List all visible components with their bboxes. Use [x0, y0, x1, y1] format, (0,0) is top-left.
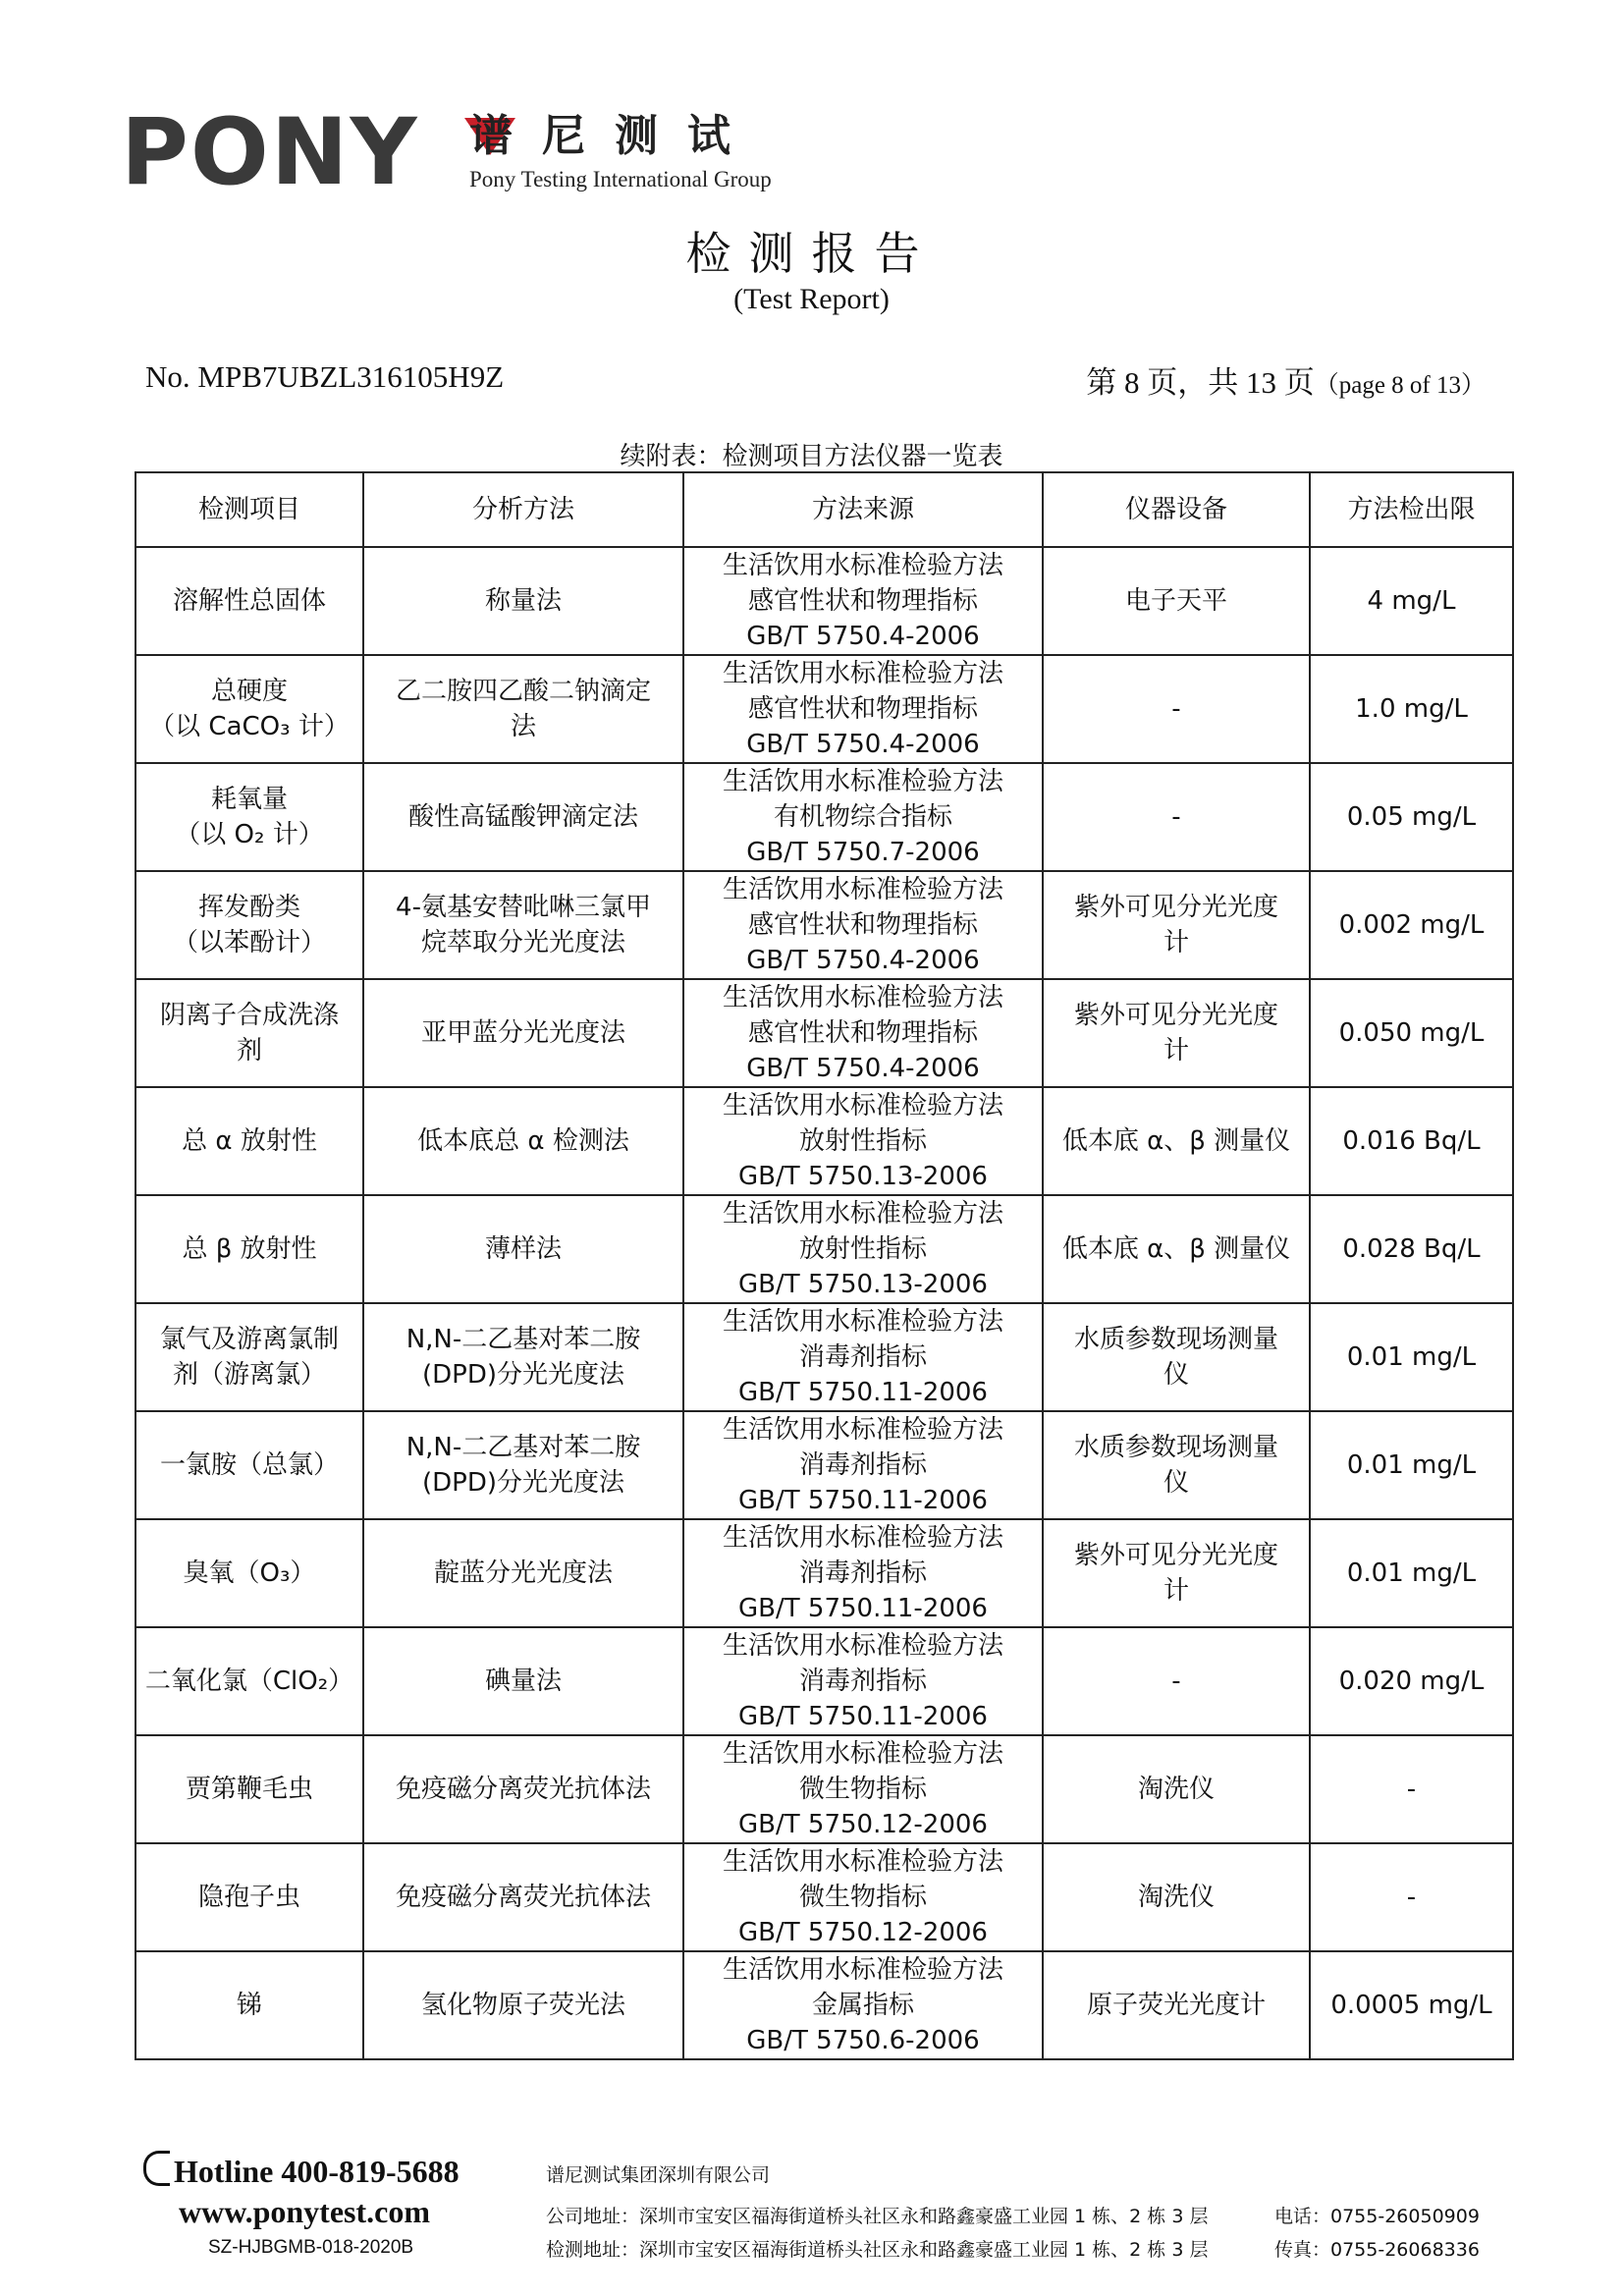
cell-detection-limit: 1.0 mg/L: [1310, 655, 1513, 763]
cell-test-item: [135, 1303, 363, 1411]
cell-analysis-method-line: 氢化物原子荧光法: [420, 1991, 625, 2020]
header-method-source: 方法来源: [683, 472, 1043, 547]
website: www.ponytest.com: [179, 2194, 430, 2229]
cell-analysis-method: [363, 1627, 683, 1735]
cell-method-source-line: GB/T 5750.12-2006: [738, 1918, 988, 1947]
cell-analysis-method-line: N,N-二乙基对苯二胺: [406, 1433, 641, 1462]
cell-method-source: [683, 979, 1043, 1087]
logo-english-name: Pony Testing International Group: [469, 167, 772, 191]
cell-test-item-line: 耗氧量: [210, 785, 288, 814]
cell-method-source-line: 生活饮用水标准检验方法: [722, 983, 1003, 1012]
cell-instrument: [1043, 1519, 1310, 1627]
cell-detection-limit: -: [1310, 1735, 1513, 1843]
report-subtitle: (Test Report): [733, 283, 890, 315]
cell-test-item-line: 一氯胺（总氯）: [159, 1450, 339, 1480]
cell-test-item-line: 锑: [236, 1991, 262, 2020]
cell-method-source-line: GB/T 5750.11-2006: [738, 1486, 988, 1515]
cell-method-source: [683, 1411, 1043, 1519]
cell-instrument: [1043, 871, 1310, 979]
cell-detection-limit: 0.050 mg/L: [1310, 979, 1513, 1087]
cell-test-item: [135, 1951, 363, 2059]
cell-analysis-method: [363, 1519, 683, 1627]
hotline-text: Hotline 400-819-5688: [174, 2154, 460, 2189]
table-row: [135, 979, 1513, 1087]
table-row: [135, 655, 1513, 763]
cell-instrument-line: 淘洗仪: [1137, 1775, 1215, 1804]
cell-detection-limit: 0.002 mg/L: [1310, 871, 1513, 979]
cell-method-source-line: 感官性状和物理指标: [747, 694, 978, 724]
table-row: [135, 1303, 1513, 1411]
cell-analysis-method-line: 称量法: [484, 586, 562, 616]
cell-instrument: [1043, 1195, 1310, 1303]
company-address: 公司地址：深圳市宝安区福海街道桥头社区永和路鑫豪盛工业园 1 栋、2 栋 3 层: [546, 2206, 1209, 2227]
cell-instrument: [1043, 1735, 1310, 1843]
cell-test-item-line: 贾第鞭毛虫: [185, 1775, 313, 1804]
cell-instrument-line: -: [1171, 694, 1181, 724]
cell-test-item-line: （以 CaCO₃ 计）: [149, 712, 350, 741]
table-row: [135, 1735, 1513, 1843]
cell-analysis-method-line: 亚甲蓝分光光度法: [420, 1018, 625, 1048]
cell-method-source: [683, 763, 1043, 871]
cell-method-source-line: 生活饮用水标准检验方法: [722, 551, 1003, 580]
cell-detection-limit: 0.05 mg/L: [1310, 763, 1513, 871]
cell-analysis-method-line: 法: [510, 712, 536, 741]
table-row: [135, 1627, 1513, 1735]
cell-test-item-line: 臭氧（O₃）: [183, 1558, 316, 1588]
cell-analysis-method-line: 靛蓝分光光度法: [433, 1558, 613, 1588]
cell-method-source-line: GB/T 5750.11-2006: [738, 1378, 988, 1407]
logo-wordmark: PONY: [121, 99, 419, 206]
cell-analysis-method-line: 酸性高锰酸钾滴定法: [407, 802, 638, 832]
cell-instrument-line: 原子荧光光度计: [1086, 1991, 1266, 2020]
cell-method-source-line: GB/T 5750.4-2006: [746, 1054, 980, 1083]
cell-instrument-line: 低本底 α、β 测量仪: [1061, 1234, 1291, 1264]
cell-method-source: [683, 547, 1043, 655]
cell-method-source-line: GB/T 5750.11-2006: [738, 1594, 988, 1623]
cell-test-item-line: （以 O₂ 计）: [175, 820, 324, 849]
cell-test-item-line: 总 β 放射性: [182, 1234, 317, 1264]
cell-method-source-line: GB/T 5750.4-2006: [746, 730, 980, 759]
table-row: [135, 1087, 1513, 1195]
cell-detection-limit: -: [1310, 1843, 1513, 1951]
table-row: [135, 1195, 1513, 1303]
cell-analysis-method: [363, 763, 683, 871]
cell-method-source-line: GB/T 5750.7-2006: [746, 838, 980, 867]
fax: 传真：0755-26068336: [1274, 2239, 1480, 2261]
cell-method-source: [683, 1735, 1043, 1843]
cell-instrument-line: -: [1171, 802, 1181, 832]
page-indicator: [1086, 357, 1486, 402]
cell-method-source-line: 放射性指标: [798, 1234, 927, 1264]
cell-instrument-line: 紫外可见分光光度: [1073, 1541, 1278, 1570]
cell-test-item: [135, 763, 363, 871]
cell-method-source-line: 生活饮用水标准检验方法: [722, 1739, 1003, 1769]
hotline: [143, 2151, 460, 2190]
table-row: [135, 547, 1513, 655]
cell-analysis-method: [363, 1951, 683, 2059]
cell-test-item-line: 隐孢子虫: [197, 1883, 300, 1912]
header-test-item: 检测项目: [135, 472, 363, 547]
cell-test-item-line: 二氧化氯（ClO₂）: [144, 1667, 354, 1696]
table-caption: 续附表：检测项目方法仪器一览表: [620, 442, 1003, 471]
cell-test-item-line: （以苯酚计）: [172, 928, 326, 957]
cell-method-source-line: 微生物指标: [798, 1775, 927, 1804]
cell-method-source-line: 感官性状和物理指标: [747, 910, 978, 940]
cell-analysis-method-line: 烷萃取分光光度法: [420, 928, 625, 957]
cell-method-source-line: 微生物指标: [798, 1883, 927, 1912]
cell-detection-limit: 0.028 Bq/L: [1310, 1195, 1513, 1303]
cell-detection-limit: 0.01 mg/L: [1310, 1303, 1513, 1411]
cell-method-source-line: 生活饮用水标准检验方法: [722, 875, 1003, 904]
cell-test-item-line: 剂: [236, 1036, 262, 1066]
cell-analysis-method-line: (DPD)分光光度法: [421, 1360, 624, 1390]
cell-instrument-line: 水质参数现场测量: [1073, 1325, 1278, 1354]
cell-analysis-method: [363, 1843, 683, 1951]
page-footer: [0, 2151, 1623, 2269]
cell-instrument: [1043, 1951, 1310, 2059]
cell-method-source-line: 生活饮用水标准检验方法: [722, 1523, 1003, 1553]
cell-instrument: [1043, 655, 1310, 763]
cell-method-source-line: 消毒剂指标: [798, 1450, 927, 1480]
cell-method-source-line: GB/T 5750.13-2006: [738, 1270, 988, 1299]
cell-detection-limit: 0.020 mg/L: [1310, 1627, 1513, 1735]
cell-method-source: [683, 1195, 1043, 1303]
cell-method-source-line: 生活饮用水标准检验方法: [722, 1955, 1003, 1985]
cell-test-item-line: 总硬度: [210, 677, 288, 706]
cell-instrument: [1043, 763, 1310, 871]
header-analysis-method: 分析方法: [363, 472, 683, 547]
logo-chinese-name: 谱尼测试: [469, 111, 760, 161]
cell-analysis-method: [363, 547, 683, 655]
cell-instrument-line: 淘洗仪: [1137, 1883, 1215, 1912]
cell-method-source-line: 生活饮用水标准检验方法: [722, 1631, 1003, 1661]
method-table: [135, 471, 1514, 2060]
cell-instrument: [1043, 979, 1310, 1087]
page-indicator-cn: 第 8 页，共 13 页: [1086, 365, 1315, 400]
table-row: [135, 1951, 1513, 2059]
cell-test-item: [135, 979, 363, 1087]
cell-test-item-line: 总 α 放射性: [182, 1126, 317, 1156]
cell-analysis-method-line: N,N-二乙基对苯二胺: [406, 1325, 641, 1354]
document-number: SZ-HJBGMB-018-2020B: [208, 2237, 414, 2258]
phone-icon: [143, 2151, 170, 2186]
cell-instrument: [1043, 1411, 1310, 1519]
header-instrument: 仪器设备: [1043, 472, 1310, 547]
cell-method-source-line: 生活饮用水标准检验方法: [722, 1091, 1003, 1121]
cell-detection-limit: 0.01 mg/L: [1310, 1411, 1513, 1519]
cell-method-source-line: 生活饮用水标准检验方法: [722, 1199, 1003, 1229]
cell-test-item-line: 氯气及游离氯制: [159, 1325, 339, 1354]
cell-test-item: [135, 1843, 363, 1951]
cell-method-source: [683, 1843, 1043, 1951]
cell-analysis-method: [363, 1411, 683, 1519]
cell-instrument: [1043, 1087, 1310, 1195]
cell-method-source: [683, 1519, 1043, 1627]
cell-test-item-line: 剂（游离氯）: [172, 1360, 326, 1390]
cell-method-source-line: 生活饮用水标准检验方法: [722, 1847, 1003, 1877]
cell-method-source-line: 生活饮用水标准检验方法: [722, 659, 1003, 688]
cell-method-source: [683, 655, 1043, 763]
cell-instrument-line: 仪: [1163, 1468, 1189, 1498]
cell-method-source: [683, 871, 1043, 979]
company-name: 谱尼测试集团深圳有限公司: [546, 2164, 771, 2186]
cell-method-source-line: GB/T 5750.13-2006: [738, 1162, 988, 1191]
cell-instrument: [1043, 1627, 1310, 1735]
cell-method-source: [683, 1303, 1043, 1411]
cell-instrument-line: 电子天平: [1124, 586, 1227, 616]
cell-instrument-line: 水质参数现场测量: [1073, 1433, 1278, 1462]
cell-analysis-method: [363, 1303, 683, 1411]
cell-method-source: [683, 1951, 1043, 2059]
cell-test-item: [135, 1087, 363, 1195]
cell-analysis-method: [363, 1087, 683, 1195]
cell-instrument-line: 仪: [1163, 1360, 1189, 1390]
cell-method-source: [683, 1627, 1043, 1735]
cell-instrument: [1043, 547, 1310, 655]
cell-method-source: [683, 1087, 1043, 1195]
report-title: 检测报告: [685, 227, 938, 280]
cell-analysis-method: [363, 871, 683, 979]
cell-instrument-line: 计: [1163, 1576, 1189, 1606]
cell-instrument-line: 紫外可见分光光度: [1073, 893, 1278, 922]
cell-detection-limit: 0.01 mg/L: [1310, 1519, 1513, 1627]
cell-method-source-line: GB/T 5750.11-2006: [738, 1702, 988, 1731]
page-indicator-en: （page 8 of 13）: [1314, 372, 1486, 399]
testing-address: 检测地址：深圳市宝安区福海街道桥头社区永和路鑫豪盛工业园 1 栋、2 栋 3 层: [546, 2239, 1209, 2261]
table-row: [135, 1519, 1513, 1627]
cell-analysis-method: [363, 1735, 683, 1843]
cell-instrument: [1043, 1303, 1310, 1411]
cell-analysis-method-line: 碘量法: [484, 1667, 562, 1696]
cell-method-source-line: 消毒剂指标: [798, 1342, 927, 1372]
table-row: [135, 871, 1513, 979]
cell-method-source-line: GB/T 5750.4-2006: [746, 946, 980, 975]
header-detection-limit: 方法检出限: [1310, 472, 1513, 547]
cell-test-item: [135, 1627, 363, 1735]
telephone: 电话：0755-26050909: [1274, 2206, 1480, 2227]
cell-test-item: [135, 871, 363, 979]
cell-method-source-line: 消毒剂指标: [798, 1667, 927, 1696]
cell-instrument-line: 计: [1163, 1036, 1189, 1066]
cell-detection-limit: 0.016 Bq/L: [1310, 1087, 1513, 1195]
cell-analysis-method-line: (DPD)分光光度法: [421, 1468, 624, 1498]
cell-analysis-method-line: 免疫磁分离荧光抗体法: [395, 1883, 651, 1912]
cell-detection-limit: 0.0005 mg/L: [1310, 1951, 1513, 2059]
cell-method-source-line: 生活饮用水标准检验方法: [722, 1415, 1003, 1445]
cell-instrument-line: 低本底 α、β 测量仪: [1061, 1126, 1291, 1156]
cell-method-source-line: 放射性指标: [798, 1126, 927, 1156]
report-number: No. MPB7UBZL316105H9Z: [145, 359, 505, 394]
cell-method-source-line: 消毒剂指标: [798, 1558, 927, 1588]
cell-test-item: [135, 655, 363, 763]
cell-instrument-line: 紫外可见分光光度: [1073, 1001, 1278, 1030]
cell-instrument-line: -: [1171, 1667, 1181, 1696]
table-row: [135, 763, 1513, 871]
cell-method-source-line: GB/T 5750.4-2006: [746, 622, 980, 651]
cell-method-source-line: 有机物综合指标: [773, 802, 952, 832]
cell-method-source-line: 感官性状和物理指标: [747, 1018, 978, 1048]
cell-test-item: [135, 1519, 363, 1627]
cell-method-source-line: GB/T 5750.6-2006: [746, 2026, 980, 2055]
cell-test-item-line: 挥发酚类: [197, 893, 300, 922]
cell-analysis-method-line: 乙二胺四乙酸二钠滴定: [395, 677, 651, 706]
cell-instrument-line: 计: [1163, 928, 1189, 957]
cell-test-item-line: 阴离子合成洗涤: [159, 1001, 339, 1030]
company-logo: [121, 99, 828, 206]
cell-analysis-method: [363, 655, 683, 763]
cell-analysis-method: [363, 1195, 683, 1303]
cell-test-item-line: 溶解性总固体: [172, 586, 326, 616]
cell-detection-limit: 4 mg/L: [1310, 547, 1513, 655]
cell-method-source-line: 生活饮用水标准检验方法: [722, 767, 1003, 796]
cell-test-item: [135, 547, 363, 655]
cell-method-source-line: 生活饮用水标准检验方法: [722, 1307, 1003, 1337]
cell-analysis-method-line: 免疫磁分离荧光抗体法: [395, 1775, 651, 1804]
cell-test-item: [135, 1411, 363, 1519]
cell-method-source-line: GB/T 5750.12-2006: [738, 1810, 988, 1839]
table-row: [135, 1843, 1513, 1951]
table-header-row: [135, 472, 1513, 547]
cell-analysis-method-line: 低本底总 α 检测法: [417, 1126, 629, 1156]
cell-test-item: [135, 1735, 363, 1843]
cell-instrument: [1043, 1843, 1310, 1951]
cell-method-source-line: 感官性状和物理指标: [747, 586, 978, 616]
cell-analysis-method-line: 4-氨基安替吡啉三氯甲: [396, 893, 651, 922]
table-row: [135, 1411, 1513, 1519]
cell-test-item: [135, 1195, 363, 1303]
cell-analysis-method: [363, 979, 683, 1087]
cell-method-source-line: 金属指标: [811, 1991, 914, 2020]
cell-analysis-method-line: 薄样法: [484, 1234, 562, 1264]
